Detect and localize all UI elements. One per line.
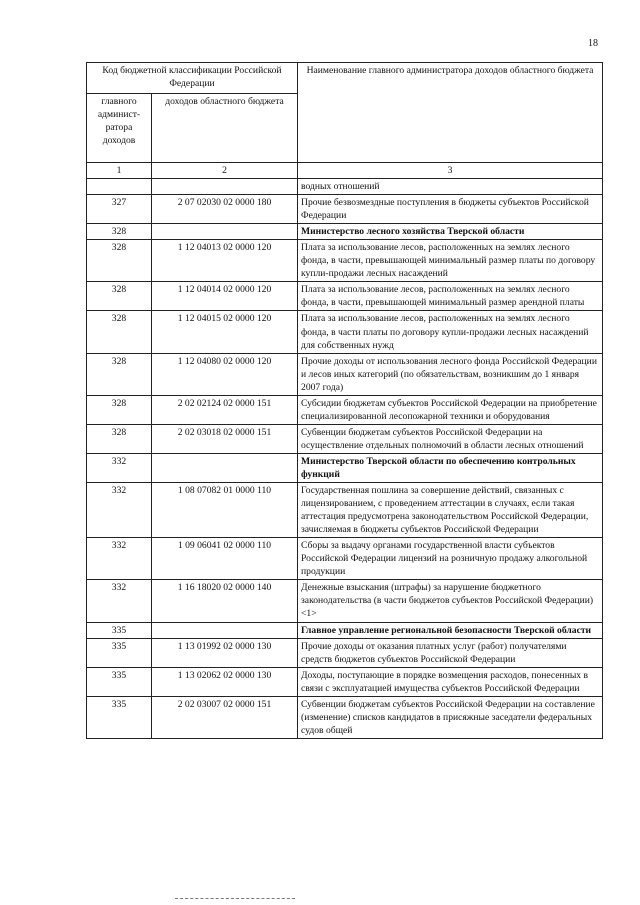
admin-code-cell: 328 — [87, 282, 152, 311]
income-code-cell: 2 02 03018 02 0000 151 — [152, 424, 298, 453]
table-row — [87, 282, 603, 311]
table-row — [87, 483, 603, 538]
table-row — [87, 638, 603, 667]
income-code-cell: 2 02 02124 02 0000 151 — [152, 395, 298, 424]
name-cell: Главное управление региональной безопасности Тверской области — [298, 622, 603, 638]
name-cell: Сборы за выдачу органами государственной власти субъектов Российской Федерации лицензий на розничную продажу алкогольной продукции — [298, 538, 603, 580]
income-code-cell: 1 09 06041 02 0000 110 — [152, 538, 298, 580]
income-code-cell: 2 07 02030 02 0000 180 — [152, 195, 298, 224]
admin-code-cell: 332 — [87, 453, 152, 482]
admin-code-cell: 332 — [87, 580, 152, 622]
admin-code-cell: 335 — [87, 622, 152, 638]
budget-classification-table — [86, 62, 603, 739]
table-row — [87, 240, 603, 282]
admin-code-cell — [87, 179, 152, 195]
header-num-2: 2 — [152, 163, 298, 179]
income-code-cell: 1 12 04080 02 0000 120 — [152, 353, 298, 395]
name-cell: Прочие доходы от использования лесного фонда Российской Федерации и лесов иных категорий (по обязательствам, возникшим до 1 января 2007 года) — [298, 353, 603, 395]
name-cell: Прочие доходы от оказания платных услуг (работ) получателями средств бюджетов субъектов Российской Федерации — [298, 638, 603, 667]
admin-code-cell: 328 — [87, 395, 152, 424]
income-code-cell: 1 16 18020 02 0000 140 — [152, 580, 298, 622]
income-code-cell: 2 02 03007 02 0000 151 — [152, 696, 298, 738]
admin-code-cell: 332 — [87, 483, 152, 538]
income-code-cell — [152, 453, 298, 482]
header-code-group: Код бюджетной классификации Российской Федерации — [87, 63, 298, 94]
table-row — [87, 424, 603, 453]
table-row — [87, 195, 603, 224]
table-row — [87, 580, 603, 622]
admin-code-cell: 335 — [87, 667, 152, 696]
name-cell: Министерство лесного хозяйства Тверской области — [298, 224, 603, 240]
name-cell: Доходы, поступающие в порядке возмещения расходов, понесенных в связи с эксплуатацией имущества субъектов Российской Федерации — [298, 667, 603, 696]
name-cell: Государственная пошлина за совершение действий, связанных с лицензированием, с проведением аттестации в случаях, если такая аттестация предусмотрена законодательством Российской Федерации, зачисляемая в бюджеты субъектов Российской Федерации — [298, 483, 603, 538]
income-code-cell — [152, 179, 298, 195]
name-cell: Прочие безвозмездные поступления в бюджеты субъектов Российской Федерации — [298, 195, 603, 224]
header-num-1: 1 — [87, 163, 152, 179]
income-code-cell — [152, 622, 298, 638]
name-cell: Субвенции бюджетам субъектов Российской Федерации на составление (изменение) списков кандидатов в присяжные заседатели федеральных судов общей — [298, 696, 603, 738]
table-row — [87, 311, 603, 353]
income-code-cell: 1 08 07082 01 0000 110 — [152, 483, 298, 538]
name-cell: водных отношений — [298, 179, 603, 195]
table-section-row — [87, 453, 603, 482]
income-code-cell: 1 13 01992 02 0000 130 — [152, 638, 298, 667]
table-row — [87, 696, 603, 738]
income-code-cell: 1 12 04014 02 0000 120 — [152, 282, 298, 311]
table-section-row — [87, 224, 603, 240]
admin-code-cell: 328 — [87, 224, 152, 240]
name-cell: Субсидии бюджетам субъектов Российской Федерации на приобретение специализированной лесопожарной техники и оборудования — [298, 395, 603, 424]
table-row — [87, 538, 603, 580]
name-cell: Плата за использование лесов, расположенных на землях лесного фонда, в части, превышающей минимальный размер арендной платы — [298, 282, 603, 311]
admin-code-cell: 328 — [87, 353, 152, 395]
admin-code-cell: 328 — [87, 240, 152, 282]
name-cell: Денежные взыскания (штрафы) за нарушение бюджетного законодательства (в части бюджетов субъектов Российской Федерации) <1> — [298, 580, 603, 622]
admin-code-cell: 327 — [87, 195, 152, 224]
name-cell: Плата за использование лесов, расположенных на землях лесного фонда, в части, превышающей минимальный размер платы по договору купли-продажи лесных насаждений — [298, 240, 603, 282]
header-income: доходов областного бюджета — [152, 94, 298, 163]
table-row — [87, 353, 603, 395]
table-body — [87, 179, 603, 739]
admin-code-cell: 335 — [87, 696, 152, 738]
table-section-row — [87, 622, 603, 638]
name-cell: Плата за использование лесов, расположенных на землях лесного фонда, в части платы по договору купли-продажи лесных насаждений для собственных нужд — [298, 311, 603, 353]
admin-code-cell: 328 — [87, 424, 152, 453]
table-row — [87, 667, 603, 696]
header-admin: главного админист- ратора доходов — [87, 94, 152, 163]
header-num-3: 3 — [298, 163, 603, 179]
page-number: 18 — [588, 38, 598, 49]
admin-code-cell: 328 — [87, 311, 152, 353]
header-name: Наименование главного администратора доходов областного бюджета — [298, 63, 603, 163]
income-code-cell — [152, 224, 298, 240]
scan-footer-line — [175, 898, 295, 900]
income-code-cell: 1 12 04015 02 0000 120 — [152, 311, 298, 353]
admin-code-cell: 335 — [87, 638, 152, 667]
admin-code-cell: 332 — [87, 538, 152, 580]
income-code-cell: 1 13 02062 02 0000 130 — [152, 667, 298, 696]
table-row — [87, 179, 603, 195]
name-cell: Субвенции бюджетам субъектов Российской Федерации на осуществление отдельных полномочий в области лесных отношений — [298, 424, 603, 453]
table-row — [87, 395, 603, 424]
income-code-cell: 1 12 04013 02 0000 120 — [152, 240, 298, 282]
name-cell: Министерство Тверской области по обеспечению контрольных функций — [298, 453, 603, 482]
